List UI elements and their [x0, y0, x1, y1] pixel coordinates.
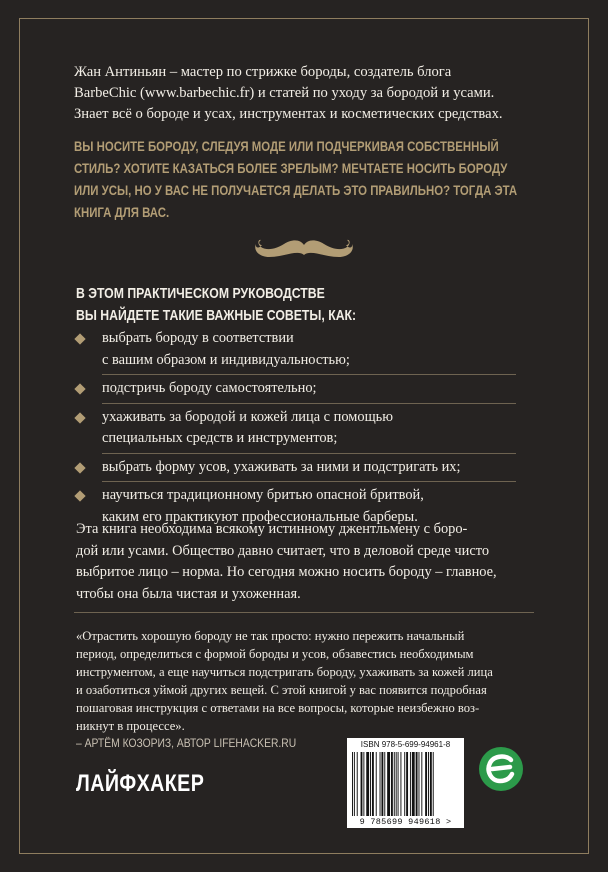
tip-line: научиться традиционному бритью опасной бритвой,	[102, 487, 424, 503]
list-item	[76, 457, 516, 479]
mustache-icon	[254, 236, 354, 268]
body-line: дой или усами. Общество давно считает, что в деловой среде чисто	[76, 542, 490, 559]
tip-line: ухаживать за бородой и кожей лица с помощью	[102, 408, 393, 425]
quote-line: и озаботиться уймой других вещей. С этой книгой у вас появится подробная	[76, 683, 487, 697]
quote-attribution: – АРТЁМ КОЗОРИЗ, АВТОР LIFEHACKER.RU	[76, 736, 297, 750]
divider	[102, 453, 516, 454]
body-line: чтобы она была чистая и ухоженная.	[76, 585, 301, 602]
teaser-line: ИЛИ УСЫ, НО У ВАС НЕ ПОЛУЧАЕТСЯ ДЕЛАТЬ ЭТО ПРАВИЛЬНО? ТОГДА ЭТА	[74, 183, 518, 198]
heading-line: ВЫ НАЙДЕТЕ ТАКИЕ ВАЖНЫЕ СОВЕТЫ, КАК:	[76, 308, 357, 324]
quote-line: никнут в процессе».	[76, 719, 185, 733]
list-item	[76, 407, 516, 450]
divider	[102, 374, 516, 375]
heading-line: В ЭТОМ ПРАКТИЧЕСКОМ РУКОВОДСТВЕ	[76, 286, 325, 302]
teaser-line: СТИЛЬ? ХОТИТЕ КАЗАТЬСЯ БОЛЕЕ ЗРЕЛЫМ? МЕЧТАЕТЕ НОСИТЬ БОРОДУ	[74, 161, 508, 176]
teaser-text	[74, 136, 518, 224]
review-quote	[76, 627, 536, 735]
tip-line: с вашим образом и индивидуальностью;	[102, 351, 350, 368]
quote-line: период, определиться с формой бороды и усов, обзавестись необходимым	[76, 647, 474, 661]
barcode	[347, 738, 464, 828]
tip-line: подстричь бороду самостоятельно;	[102, 380, 317, 396]
divider	[102, 481, 516, 482]
list-item	[76, 328, 516, 371]
tip-line: каким его практикуют профессиональные барберы.	[102, 508, 418, 525]
diamond-bullet-icon	[74, 383, 85, 394]
lifehacker-logo: ЛАЙФХАКЕР	[76, 770, 205, 797]
quote-line: «Отрастить хорошую бороду не так просто: нужно пережить начальный	[76, 629, 465, 643]
teaser-line: КНИГА ДЛЯ ВАС.	[74, 205, 170, 220]
publisher-logo-icon	[478, 746, 524, 792]
diamond-bullet-icon	[74, 490, 85, 501]
tip-line: выбрать бороду в соответствии	[102, 330, 294, 346]
body-line: выбритое лицо – норма. Но сегодня можно носить бороду – главное,	[76, 564, 497, 580]
barcode-number: 9 785699 949618 >	[359, 817, 452, 827]
quote-line: инструментом, а еще научиться подстригать бороду, ухаживать за кожей лица	[76, 665, 493, 679]
quote-line: пошаговая инструкция с ответами на все вопросы, которые неизбежно воз-	[76, 701, 480, 715]
divider	[74, 612, 534, 613]
diamond-bullet-icon	[74, 333, 85, 344]
tips-heading	[76, 283, 356, 327]
intro-line: BarbeChic (www.barbechic.fr) и статей по уходу за бородой и усами.	[74, 85, 495, 101]
diamond-bullet-icon	[74, 462, 85, 473]
tip-line: выбрать форму усов, ухаживать за ними и подстригать их;	[102, 458, 461, 475]
body-line: Эта книга необходима всякому истинному джентльмену с боро-	[76, 521, 468, 537]
tip-line: специальных средств и инструментов;	[102, 430, 338, 446]
description-paragraph	[76, 519, 546, 605]
divider	[102, 403, 516, 404]
diamond-bullet-icon	[74, 412, 85, 423]
tips-list	[76, 328, 516, 531]
list-item	[76, 378, 516, 400]
barcode-bars	[352, 752, 459, 816]
intro-line: Жан Антиньян – мастер по стрижке бороды, создатель блога	[74, 64, 452, 80]
intro-line: Знает всё о бороде и усах, инструментах и косметических средствах.	[74, 106, 503, 122]
author-intro	[74, 62, 544, 125]
isbn-text: ISBN 978-5-699-94961-8	[360, 740, 451, 749]
teaser-line: ВЫ НОСИТЕ БОРОДУ, СЛЕДУЯ МОДЕ ИЛИ ПОДЧЕРКИВАЯ СОБСТВЕННЫЙ	[74, 139, 499, 154]
